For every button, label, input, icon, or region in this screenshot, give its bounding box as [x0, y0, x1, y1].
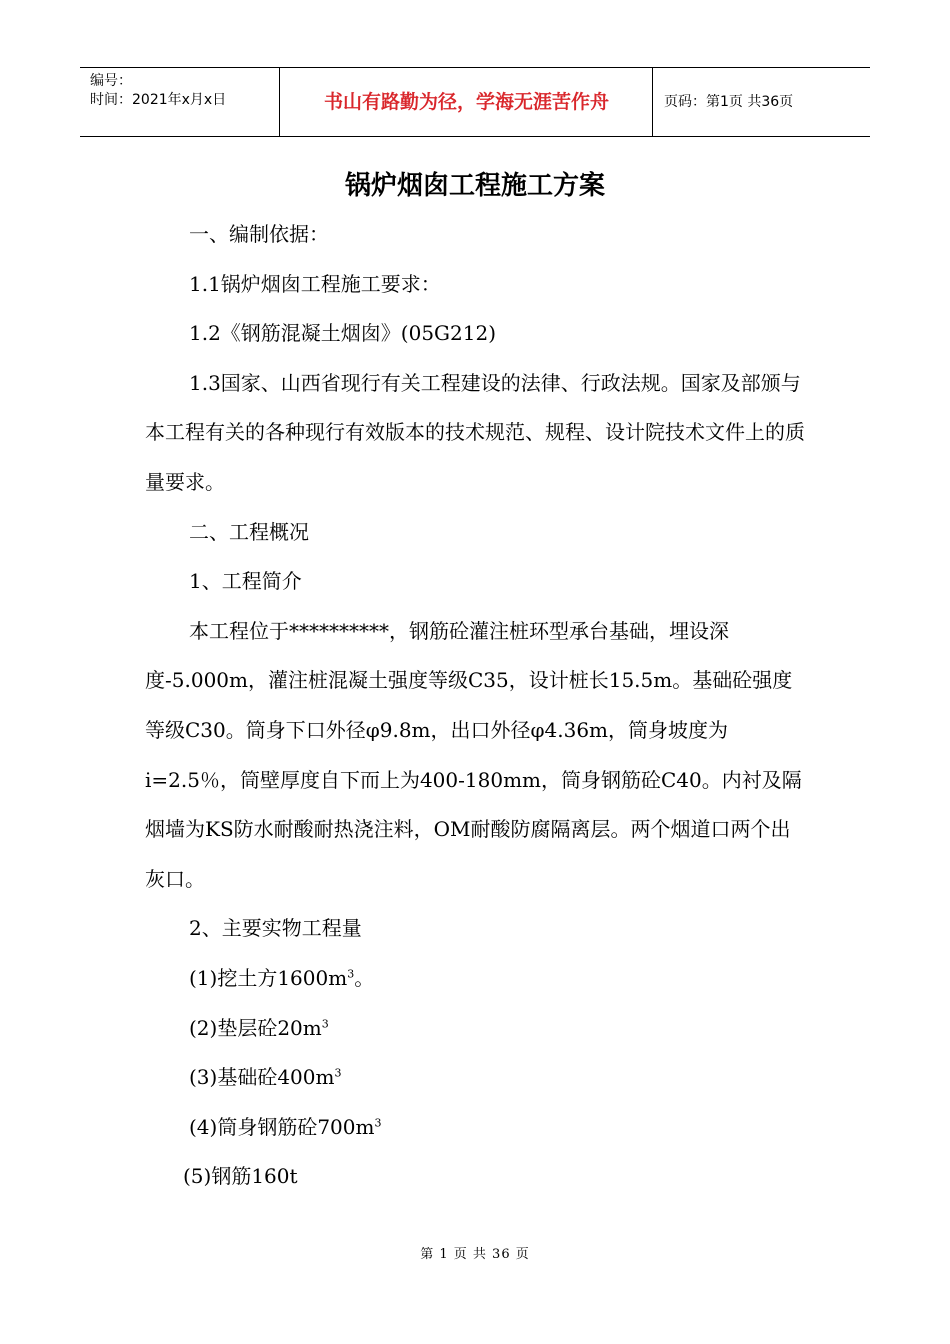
quantity-item-4-text: (4)筒身钢筋砼700m — [189, 1114, 375, 1139]
quantity-item-3 — [145, 1053, 807, 1103]
quantity-item-2 — [145, 1004, 807, 1054]
number-label: 编号： — [90, 73, 132, 89]
section-heading-basis: 一、编制依据： — [189, 222, 329, 246]
subheading-quantities: 2、主要实物工程量 — [189, 916, 362, 941]
quantity-item-3-text: (3)基础砼400m — [189, 1065, 335, 1090]
paragraph-1-3: 1.3国家、山西省现行有关工程建设的法律、行政法规。国家及部颁与本工程有关的各种现行有效版本的技术规范、规程、设计院技术文件上的质量要求。 — [145, 370, 805, 494]
page-footer: 第 1 页 共 36 页 — [420, 1247, 530, 1262]
document-title: 锅炉烟囱工程施工方案 — [344, 171, 605, 201]
section-heading-overview: 二、工程概况 — [189, 519, 309, 544]
quantity-item-2-sup: 3 — [321, 1016, 329, 1030]
quantity-item-1-tail: 。 — [354, 965, 375, 990]
paragraph-1-2: 1.2《钢筋混凝土烟囱》(05G212) — [189, 321, 497, 346]
paragraph-1-1: 1.1锅炉烟囱工程施工要求： — [189, 271, 441, 296]
quantity-item-1-text: (1)挖土方1600m — [189, 965, 348, 990]
header-motto: 书山有路勤为径，学海无涯苦作舟 — [281, 68, 653, 136]
header-table — [80, 67, 870, 137]
quantity-item-1 — [145, 954, 807, 1004]
time-label: 时间：2021年x月x日 — [90, 92, 227, 108]
quantity-item-3-sup: 3 — [334, 1066, 342, 1080]
quantity-item-4-sup: 3 — [374, 1116, 382, 1130]
document-body — [145, 210, 807, 1202]
paragraph-introduction: 本工程位于**********，钢筋砼灌注桩环型承台基础，埋设深度-5.000m，灌注桩混凝土强度等级C35，设计桩长15.5m。基础砼强度等级C30。筒身下口外径φ9.8m，出口外径φ4.36m，筒身坡度为i=2.5％，筒壁厚度自下而上为400-180mm，筒身钢筋砼C40。内衬及隔烟墙为KS防水耐酸耐热浇注料，OM耐酸防腐隔离层。两个烟道口两个出灰口。 — [145, 618, 802, 891]
quantity-item-5: (5)钢筋160t — [183, 1164, 298, 1189]
quantity-item-4 — [145, 1103, 807, 1153]
quantity-item-2-text: (2)垫层砼20m — [189, 1015, 322, 1040]
header-meta-cell — [80, 68, 280, 136]
header-page-info: 页码：第1页 共36页 — [664, 94, 794, 110]
subheading-introduction: 1、工程简介 — [189, 569, 302, 594]
quantity-item-1-sup: 3 — [347, 967, 355, 981]
